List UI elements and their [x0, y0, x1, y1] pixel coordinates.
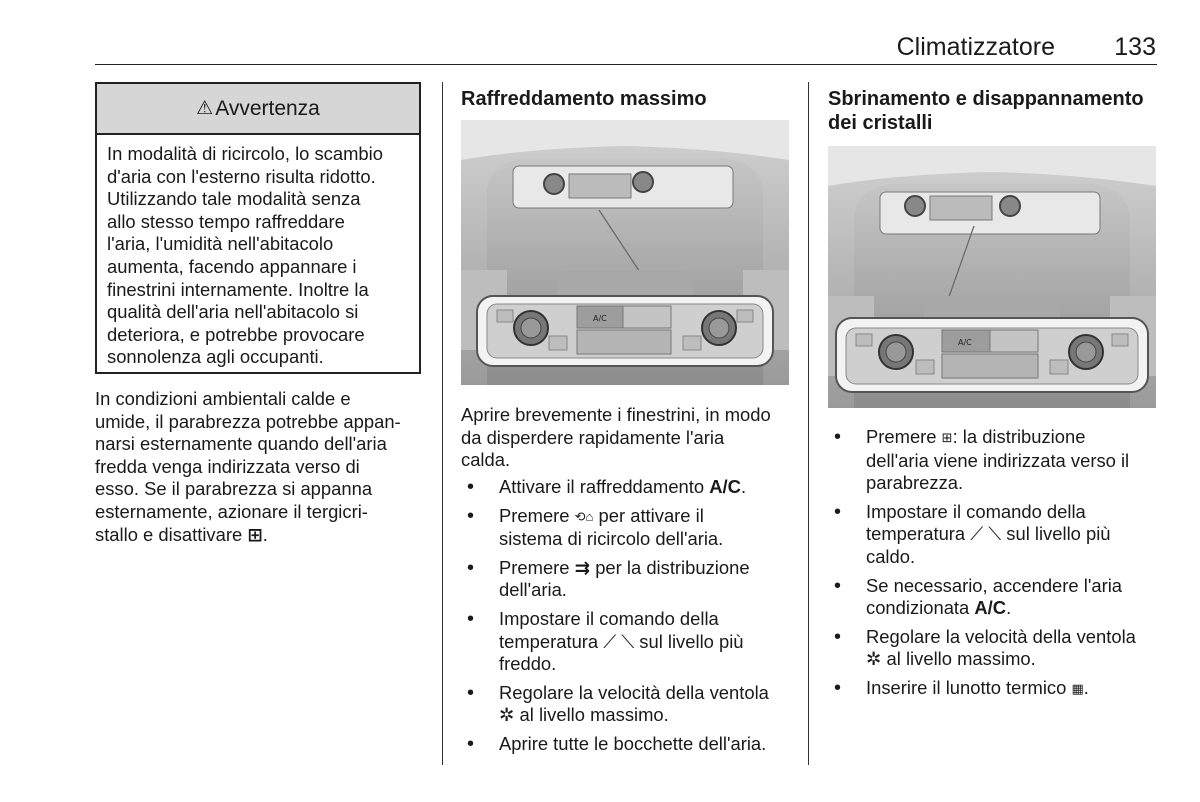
- list-item: • Se necessario, accendere l'aria condizionata A/C.: [828, 575, 1163, 620]
- list-item: • Attivare il raffreddamento A/C.: [461, 476, 801, 499]
- warning-line: deteriora, e potrebbe provocare: [107, 323, 365, 345]
- warning-line: qualità dell'aria nell'abitacolo si: [107, 301, 359, 323]
- climate-panel-photo: [828, 146, 1156, 408]
- text-line: da disperdere rapidamente l'aria: [461, 426, 725, 448]
- list-item: • Inserire il lunotto termico ▦.: [828, 677, 1163, 701]
- list-item: • Regolare la velocità della ventola ✲ al livello massimo.: [461, 682, 801, 727]
- warning-header: [97, 84, 419, 135]
- column-divider: [808, 82, 809, 765]
- section-heading-defrost: Sbrinamento e disappannamento dei cristalli: [828, 88, 1144, 134]
- list-item: • Premere ⟲⌂ per attivare il sistema di ricircolo dell'aria.: [461, 505, 801, 551]
- warning-line: Utilizzando tale modalità senza: [107, 188, 361, 210]
- col3-bullet-list: [828, 426, 1163, 701]
- fan-icon: ✲: [866, 648, 882, 670]
- warning-line: finestrini internamente. Inoltre la: [107, 278, 369, 300]
- warning-line: l'aria, l'umidità nell'abitacolo: [107, 233, 334, 255]
- col2-bullet-list: [461, 476, 801, 756]
- text-line: narsi esternamente quando dell'aria: [95, 433, 387, 455]
- warning-line: allo stesso tempo raffreddare: [107, 210, 345, 232]
- text-line: esternamente, azionare il tergicri-: [95, 500, 368, 522]
- list-item: • Impostare il comando della temperatura ⟋ ⟍ sul livello più caldo.: [828, 501, 1163, 569]
- page-number: 133: [1114, 33, 1156, 61]
- section-heading-max-cooling: Raffreddamento massimo: [461, 88, 707, 110]
- warning-line: In modalità di ricircolo, lo scambio: [107, 143, 383, 164]
- list-item: • Premere ⇉ per la distribuzione dell'aria.: [461, 557, 801, 602]
- defrost-max-icon: ⊞: [941, 430, 953, 445]
- panel-ac-label: A/C: [958, 338, 972, 347]
- list-item: • Impostare il comando della temperatura ⟋ ⟍ sul livello più freddo.: [461, 608, 801, 676]
- windscreen-air-icon: ⊞: [247, 523, 263, 545]
- text-line: Aprire brevemente i finestrini, in modo: [461, 404, 771, 425]
- text-line: In condizioni ambientali calde e: [95, 388, 351, 409]
- warning-line: sonnolenza agli occupanti.: [107, 346, 324, 368]
- rear-window-heater-icon: ▦: [1071, 680, 1084, 696]
- list-item: • Premere ⊞: la distribuzione dell'aria viene indirizzata verso il parabrezza.: [828, 426, 1163, 495]
- header-divider: [95, 64, 1157, 65]
- page-header-title: Climatizzatore: [896, 33, 1055, 61]
- text-line: esso. Se il parabrezza si appanna: [95, 478, 373, 500]
- col2-intro: [461, 404, 801, 472]
- panel-ac-label: A/C: [593, 314, 607, 323]
- text-line: umide, il parabrezza potrebbe appan-: [95, 410, 401, 432]
- warning-triangle-icon: ⚠: [196, 98, 214, 119]
- list-item: • Aprire tutte le bocchette dell'aria.: [461, 733, 801, 756]
- text-line: fredda venga indirizzata verso di: [95, 455, 360, 477]
- vent-air-icon: ⇉: [574, 556, 591, 578]
- temperature-knob-icon: ⟋ ⟍: [603, 630, 635, 652]
- text-line: calda.: [461, 449, 511, 471]
- fan-icon: ✲: [499, 704, 515, 726]
- text-line: stallo e disattivare ⊞.: [95, 523, 268, 545]
- warning-text: [97, 135, 419, 369]
- recirculation-icon: ⟲⌂: [574, 508, 594, 524]
- warning-line: d'aria con l'esterno risulta ridotto.: [107, 165, 376, 187]
- warning-box: [95, 82, 421, 374]
- column-divider: [442, 82, 443, 765]
- climate-panel-photo: [461, 120, 789, 385]
- warning-title: Avvertenza: [215, 96, 320, 120]
- temperature-knob-icon: ⟋ ⟍: [970, 523, 1002, 545]
- list-item: • Regolare la velocità della ventola ✲ al livello massimo.: [828, 626, 1163, 671]
- col1-paragraph: [95, 388, 435, 546]
- warning-line: aumenta, facendo appannare i: [107, 255, 357, 277]
